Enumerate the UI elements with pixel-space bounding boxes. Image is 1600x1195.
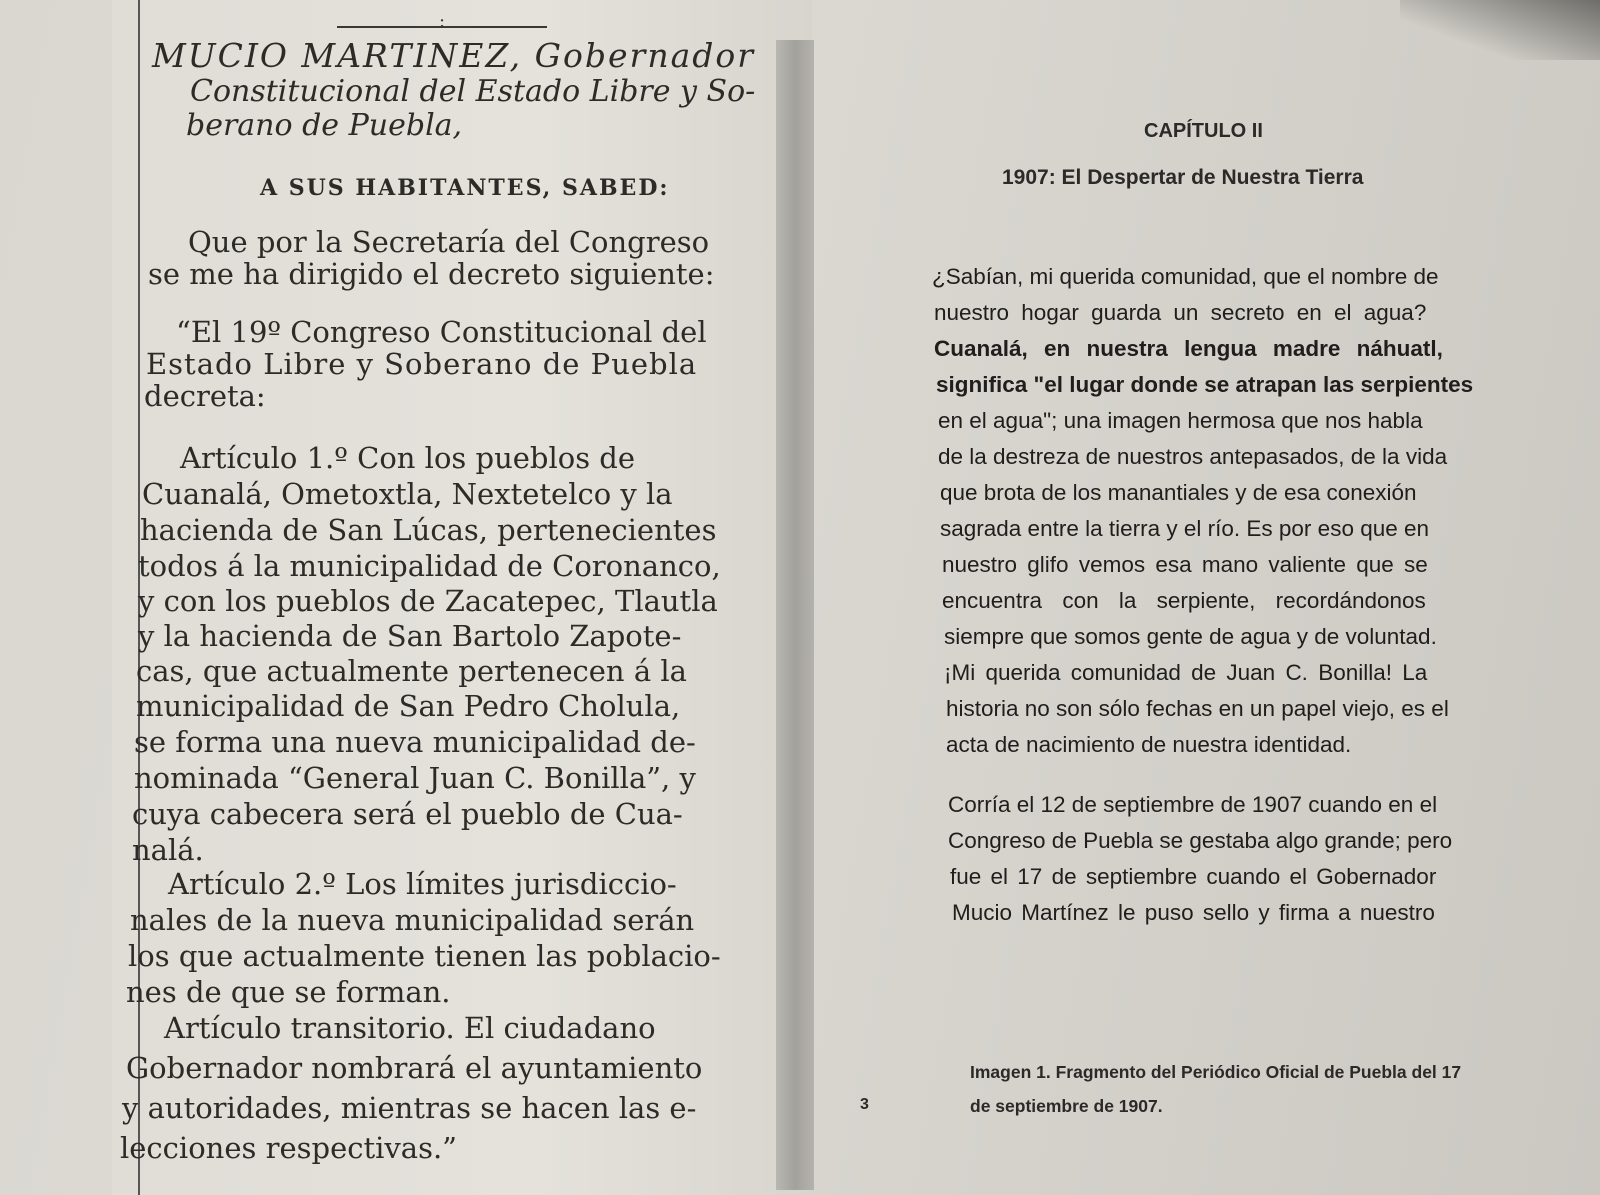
body-line: que brota de los manantiales y de esa conexión [940, 480, 1417, 505]
clipping-fold-shadow [776, 40, 814, 1190]
body-line: en el agua"; una imagen hermosa que nos habla [938, 408, 1423, 433]
book-page [820, 0, 1600, 1195]
clipping-line: decreta: [144, 379, 266, 413]
clipping-line: Artículo transitorio. El ciudadano [164, 1011, 656, 1045]
image-caption-line: Imagen 1. Fragmento del Periódico Oficial de Puebla del 17 [970, 1062, 1462, 1082]
clipping-line: nes de que se forman. [126, 975, 451, 1009]
clipping-line: cuya cabecera será el pueblo de Cua- [132, 797, 683, 831]
clipping-line: todos á la municipalidad de Coronanco, [138, 549, 721, 583]
body-line: de la destreza de nuestros antepasados, de la vida [938, 444, 1448, 469]
clipping-line: Cuanalá, Ometoxtla, Nextetelco y la [142, 477, 673, 511]
clipping-line: los que actualmente tienen las poblacio- [128, 939, 721, 973]
clipping-line: y la hacienda de San Bartolo Zapote- [138, 619, 682, 653]
clipping-line: berano de Puebla, [186, 108, 463, 143]
clipping-line: cas, que actualmente pertenecen á la [136, 654, 687, 688]
body-line: Corría el 12 de septiembre de 1907 cuando en el [948, 792, 1438, 817]
body-line: ¡Mi querida comunidad de Juan C. Bonilla! La [944, 660, 1428, 685]
body-line: encuentra con la serpiente, recordándonos [942, 588, 1426, 613]
page-number: 3 [860, 1096, 869, 1113]
clipping-line: Que por la Secretaría del Congreso [188, 225, 710, 259]
body-line: Cuanalá, en nuestra lengua madre náhuatl, [934, 336, 1443, 361]
body-line: siempre que somos gente de agua y de voluntad. [944, 624, 1437, 649]
clipping-line: nalá. [132, 833, 204, 867]
clipping-line: hacienda de San Lúcas, pertenecientes [140, 513, 717, 547]
clipping-line: A SUS HABITANTES, SABED: [260, 175, 670, 201]
header-ornament [337, 26, 547, 28]
clipping-line: se forma una nueva municipalidad de- [134, 725, 696, 759]
clipping-line: MUCIO MARTINEZ, Gobernador [152, 36, 756, 75]
body-line: historia no son sólo fechas en un papel viejo, es el [946, 696, 1449, 721]
clipping-line: y con los pueblos de Zacatepec, Tlautla [138, 584, 718, 618]
chapter-title: 1907: El Despertar de Nuestra Tierra [1002, 166, 1364, 189]
clipping-line: Artículo 2.º Los límites jurisdiccio- [168, 867, 677, 901]
clipping-line: nominada “General Juan C. Bonilla”, y [134, 761, 696, 795]
clipping-line: nales de la nueva municipalidad serán [130, 903, 695, 937]
clipping-line: se me ha dirigido el decreto siguiente: [148, 257, 715, 291]
body-line: acta de nacimiento de nuestra identidad. [946, 732, 1352, 757]
clipping-line: y autoridades, mientras se hacen las e- [122, 1091, 697, 1125]
image-caption-line: de septiembre de 1907. [970, 1096, 1163, 1116]
body-line: sagrada entre la tierra y el río. Es por eso que en [940, 516, 1430, 541]
body-line: nuestro hogar guarda un secreto en el agua? [934, 300, 1427, 325]
clipping-line: Artículo 1.º Con los pueblos de [180, 441, 636, 475]
clipping-line: Estado Libre y Soberano de Puebla [146, 347, 698, 381]
body-line: ¿Sabían, mi querida comunidad, que el nombre de [932, 264, 1439, 289]
chapter-label: CAPÍTULO II [1144, 120, 1263, 142]
body-line: nuestro glifo vemos esa mano valiente que se [942, 552, 1428, 577]
clipping-line: Gobernador nombrará el ayuntamiento [126, 1051, 703, 1085]
body-line: fue el 17 de septiembre cuando el Gobernador [950, 864, 1437, 889]
clipping-line: lecciones respectivas.” [120, 1131, 457, 1165]
body-line: Mucio Martínez le puso sello y firma a nuestro [952, 900, 1435, 925]
clipping-line: Constitucional del Estado Libre y So- [190, 74, 756, 109]
newspaper-clipping [112, 0, 812, 1195]
clipping-line: municipalidad de San Pedro Cholula, [136, 689, 681, 723]
clipping-line: “El 19º Congreso Constitucional del [176, 315, 707, 349]
body-line: Congreso de Puebla se gestaba algo grande; pero [948, 828, 1453, 853]
body-line: significa "el lugar donde se atrapan las serpientes [936, 372, 1474, 397]
